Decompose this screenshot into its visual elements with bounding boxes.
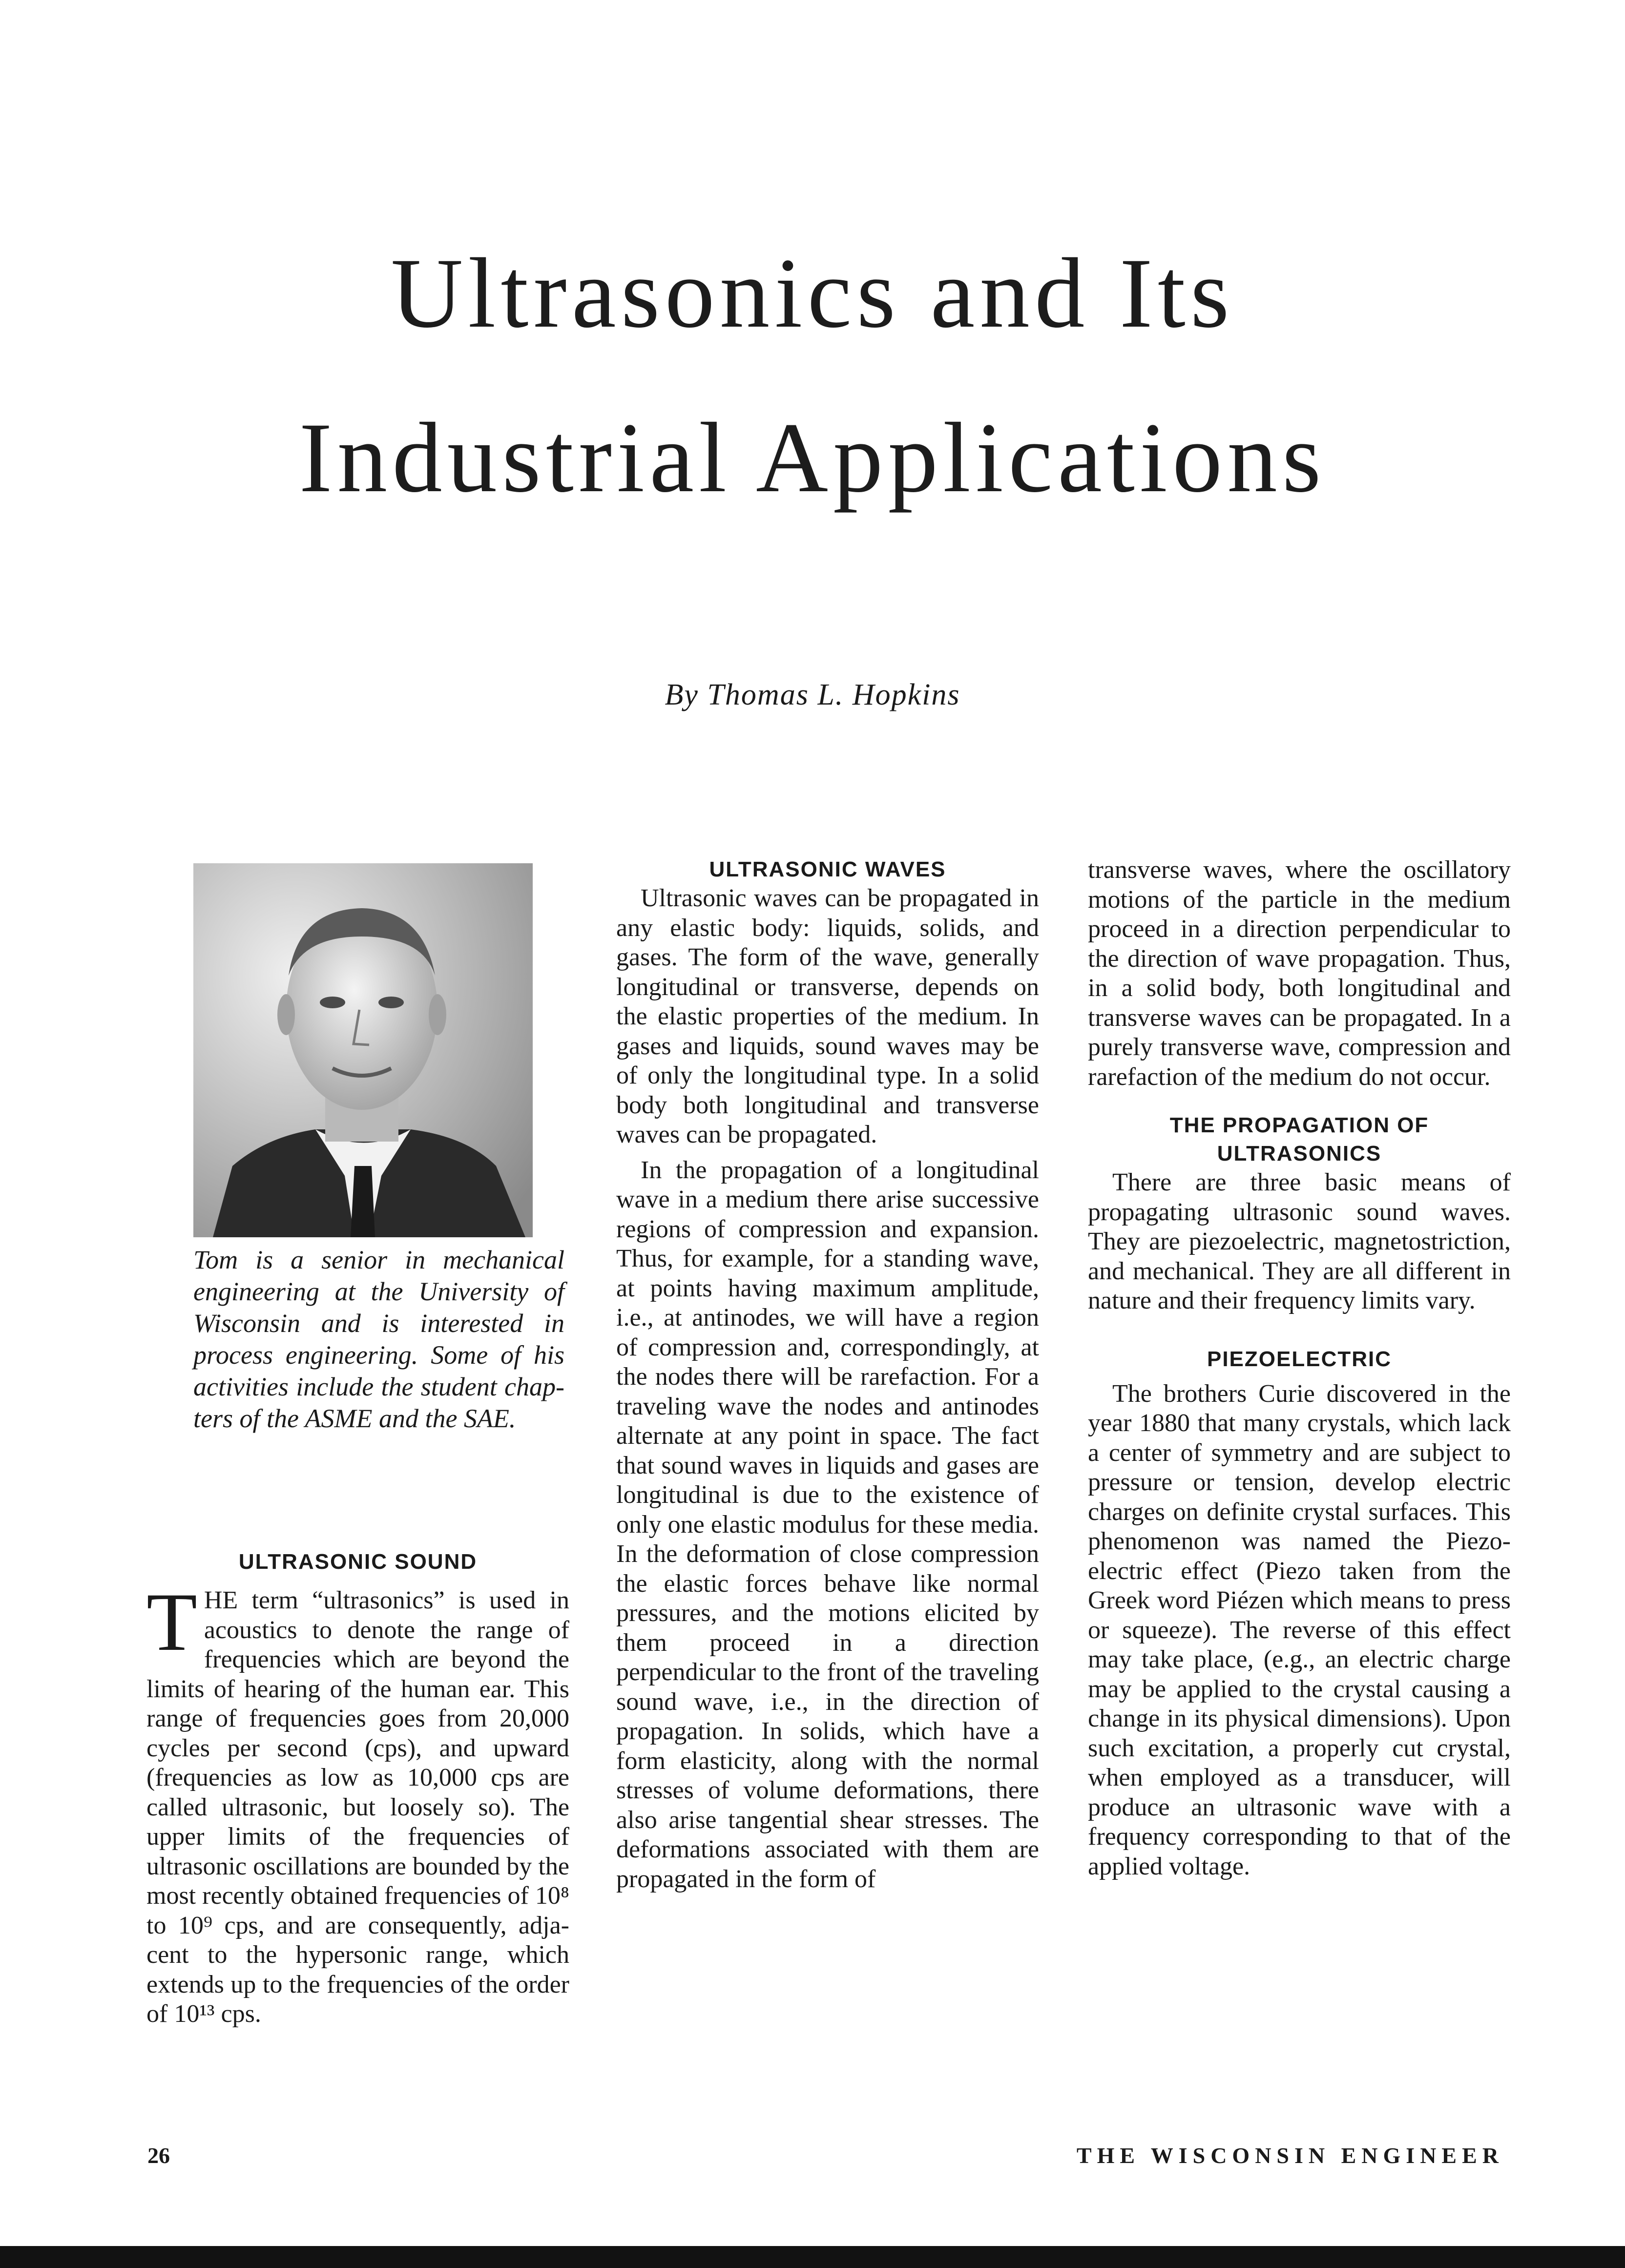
author-portrait-image (193, 863, 533, 1237)
drop-cap: T (146, 1576, 197, 1668)
scan-border (0, 2246, 1625, 2268)
article-title-line-2: Industrial Applications (299, 402, 1326, 513)
paragraph-propagation: There are three basic means of propagating ultrasonic sound waves. They are piezoelectric, magnetostriction, and mechanical. They are all different in nature and their frequency limits vary. (1088, 1168, 1511, 1314)
paragraph-ultrasonic-waves-1: Ultrasonic waves can be propagated in any elastic body: liquids, solids, and gases. The form of the wave, generally longitudinal or transverse, depends on the elastic properties of the medium. In gases and liquids, sound waves may be of only the longitudinal type. In a solid body both longitudinal and transverse waves can be propagated. (616, 884, 1039, 1148)
byline: By Thomas L. Hopkins (665, 678, 960, 711)
heading-ultrasonic-sound: ULTRASONIC SOUND (238, 1550, 478, 1574)
article-title-line-1: Ultrasonics and Its (391, 238, 1234, 349)
paragraph-ultrasonic-waves-3: transverse waves, where the oscillatory motions of the particle in the medium proceed in a direction perpendicular to the direction of wave propagation. Thus, in a solid body, both longitudinal and transverse waves can be propagated. In a purely transverse wave, compression and rarefaction of the medium do not occur. (1088, 856, 1511, 1091)
paragraph-ultrasonic-sound (146, 1576, 569, 2029)
page-number: 26 (147, 2143, 170, 2168)
heading-ultrasonic-waves: ULTRASONIC WAVES (709, 857, 946, 881)
author-caption: Tom is a senior in mechanical engineering at the University of Wisconsin and is interested in process engineering. Some of his activities include the student chapters of the ASME and the SAE. (193, 1245, 564, 1433)
column-1 (146, 1548, 569, 2029)
journal-name: THE WISCONSIN ENGINEER (1076, 2143, 1504, 2168)
paragraph-ultrasonic-waves-2: In the propagation of a longitudinal wave in a medium there arise successive regions of compression and expansion. Thus, for example, for a standing wave, at points having maximum amplitude, i.e., at antinodes, we will have a region of compression and, correspondingly, at the nodes there will be rarefaction. For a traveling wave the nodes and antinodes alternate at any point in space. The fact that sound waves in liquids and gases are longitudinal is due to the existence of only one elastic modulus for these media. In the deformation of close compression the elastic forces behave like normal pressures, and the motions elicited by them proceed in a direction perpendicular to the front of the traveling sound wave, i.e., in the direction of propagation. In solids, which have a form elasticity, along with the normal stresses of volume deformations, there also arise tangential shear stresses. The deformations associated with them are propagated in the form of (616, 1156, 1039, 1893)
paragraph-piezoelectric: The brothers Curie discovered in the year 1880 that many crystals, which lack a center of symmetry and are subject to pressure or tension, develop electric charges on definite crystal surfaces. This phenomenon was named the Piezoelectric effect (Piezo taken from the Greek word Piézen which means to press or squeeze). The reverse of this effect may take place, (e.g., an electric charge may be applied to the crystal causing a change in its physical dimensions). Upon such excitation, a properly cut crystal, when employed as a transducer, will produce an ultrasonic wave with a frequency corresponding to that of the applied voltage. (1088, 1379, 1511, 1880)
paragraph-ultrasonic-sound-text: HE term “ultrasonics” is used in acoustics to denote the range of frequencies which are beyond the limits of hearing of the human ear. This range of frequencies goes from 20,000 cycles per second (cps), and upward (frequencies as low as 10,000 cps are called ultrasonic, but loosely so). The upper limits of the frequencies of ultrasonic oscillations are bounded by the most recently obtained frequencies of 10⁸ to 10⁹ cps, and are consequently, adjacent to the hypersonic range, which extends up to the frequencies of the order of 10¹³ cps. (146, 1586, 569, 2028)
heading-propagation: THE PROPAGATION OF ULTRASONICS (1169, 1113, 1429, 1165)
column-3 (1088, 855, 1511, 1881)
column-2 (616, 855, 1039, 1894)
author-photo (193, 863, 533, 1237)
heading-piezoelectric: PIEZOELECTRIC (1207, 1347, 1392, 1371)
